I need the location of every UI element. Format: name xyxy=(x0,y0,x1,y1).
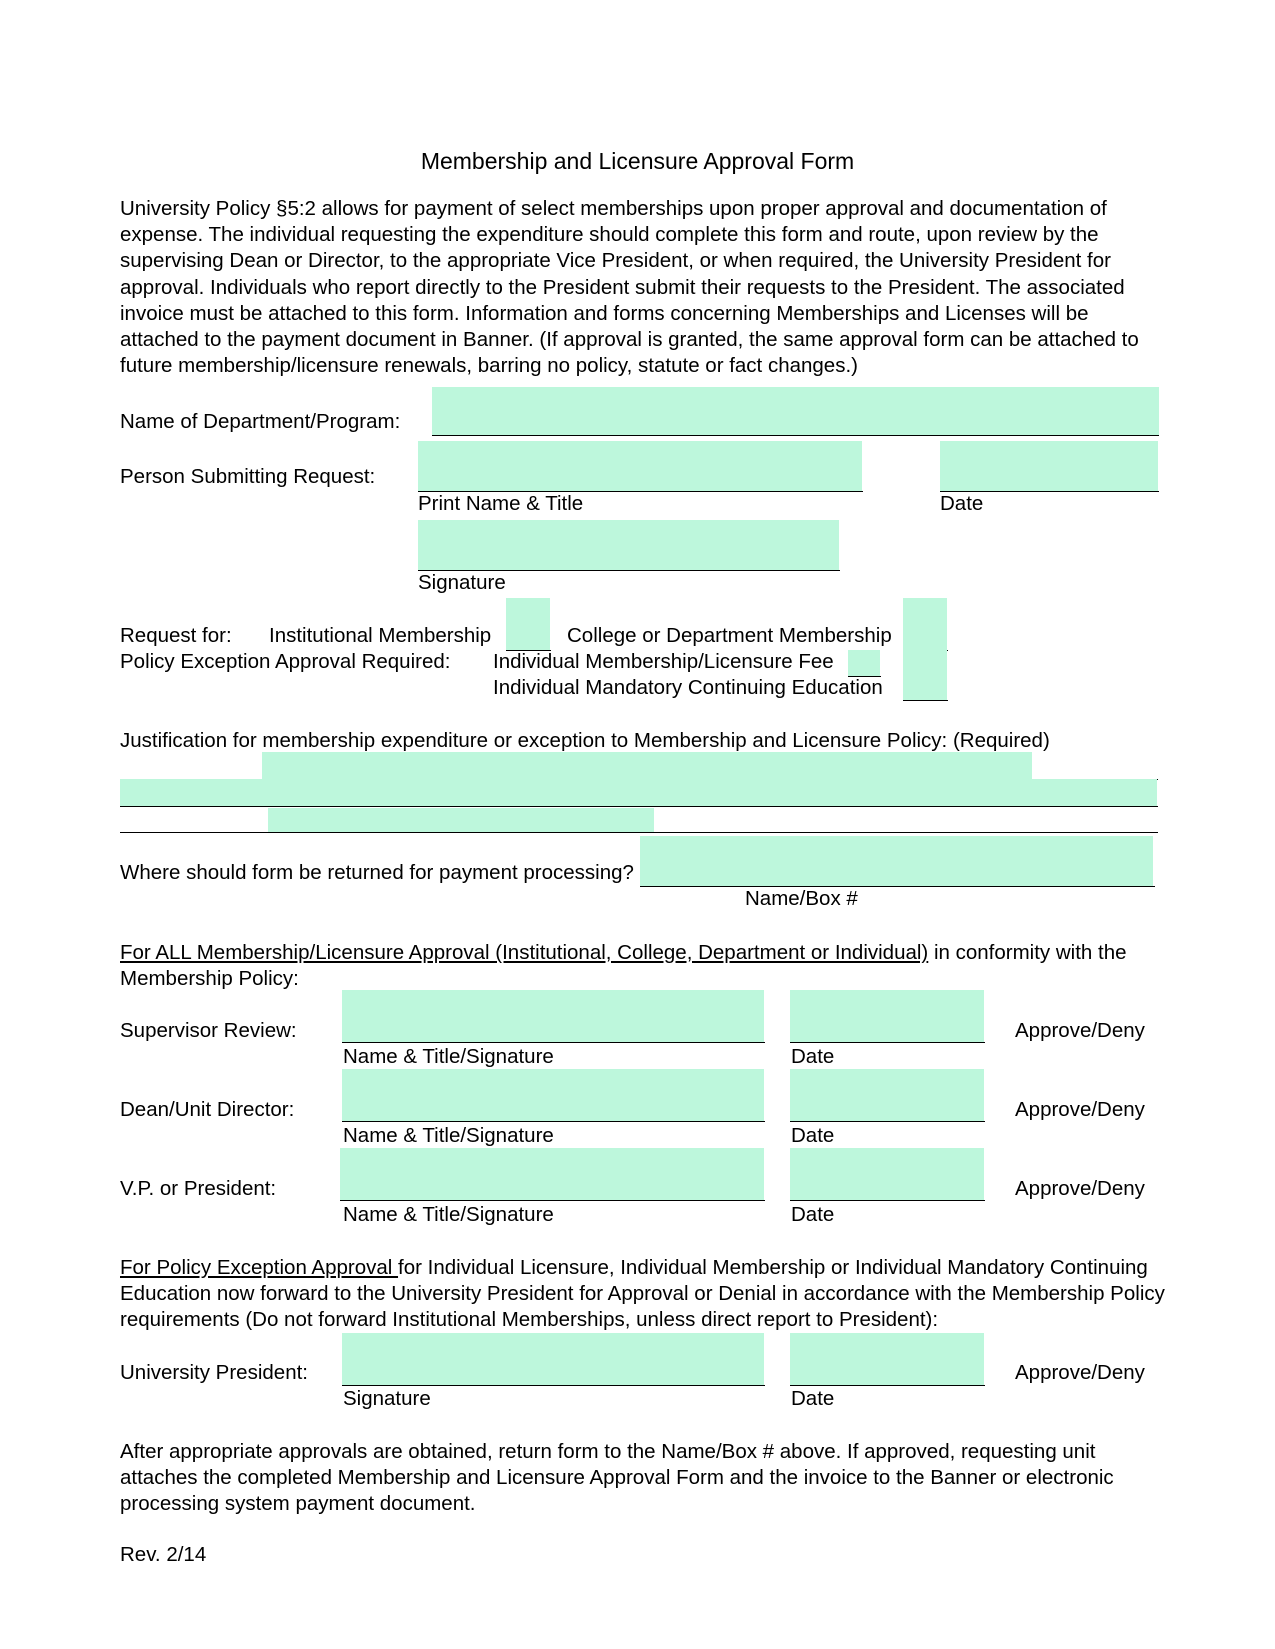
dean-name-title-label: Name & Title/Signature xyxy=(343,1124,554,1147)
supervisor-label: Supervisor Review: xyxy=(120,1019,297,1042)
all-approval-paragraph xyxy=(120,940,1170,992)
dean-label: Dean/Unit Director: xyxy=(120,1098,295,1121)
vp-date-field[interactable] xyxy=(790,1148,984,1200)
person-date-label: Date xyxy=(940,492,984,515)
person-date-field[interactable] xyxy=(940,441,1158,491)
dean-signature-underline xyxy=(342,1121,765,1122)
request-for-label: Request for: xyxy=(120,624,232,647)
justification-line-2 xyxy=(120,806,1158,807)
dean-date-field[interactable] xyxy=(790,1069,984,1121)
department-field[interactable] xyxy=(432,387,1159,435)
person-signature-field[interactable] xyxy=(418,520,839,570)
supervisor-signature-field[interactable] xyxy=(342,990,764,1042)
intro-paragraph: University Policy §5:2 allows for payment of select memberships upon proper approval and documentation of expense. The individual requesting the expenditure should complete this form and route, upon review by the supervising Dean or Director, to the appropriate Vice President, or when required, the University President for approval. Individuals who report directly to the President submit their requests to the President. The associated invoice must be attached to this form. Information and forms concerning Memberships and Licenses will be attached to the payment document in Banner. (If approval is granted, the same approval form can be attached to future membership/licensure renewals, barring no policy, statute or fact changes.) xyxy=(120,197,1139,378)
justification-line-1-field[interactable] xyxy=(262,752,1032,779)
vp-signature-underline xyxy=(340,1200,765,1201)
exception-paragraph xyxy=(120,1255,1170,1334)
print-name-label: Print Name & Title xyxy=(418,492,584,515)
supervisor-signature-underline xyxy=(342,1042,765,1043)
individual-fee-label: Individual Membership/Licensure Fee xyxy=(493,650,834,673)
person-name-field[interactable] xyxy=(418,441,862,491)
dean-approve-deny: Approve/Deny xyxy=(1015,1098,1145,1121)
exception-heading: For Policy Exception Approval xyxy=(120,1256,399,1279)
dean-date-underline xyxy=(790,1121,985,1122)
president-date-underline xyxy=(790,1385,985,1386)
form-title: Membership and Licensure Approval Form xyxy=(420,148,855,174)
supervisor-date-underline xyxy=(790,1042,985,1043)
return-label: Where should form be returned for payment processing? xyxy=(120,861,634,884)
president-approve-deny: Approve/Deny xyxy=(1015,1361,1145,1384)
justification-line-3-field[interactable] xyxy=(268,808,654,832)
supervisor-date-field[interactable] xyxy=(790,990,984,1042)
policy-exception-label: Policy Exception Approval Required: xyxy=(120,650,451,673)
supervisor-approve-deny: Approve/Deny xyxy=(1015,1019,1145,1042)
all-approval-rest: in conformity with the Membership Policy: xyxy=(120,941,1127,991)
individual-ce-label: Individual Mandatory Continuing Education xyxy=(493,676,883,699)
department-label: Name of Department/Program: xyxy=(120,410,401,433)
department-underline xyxy=(432,435,1159,436)
dean-signature-field[interactable] xyxy=(342,1069,764,1121)
after-paragraph: After appropriate approvals are obtained, return form to the Name/Box # above. If approved, requesting unit attaches the completed Membership and Licensure Approval Form and the invoice to the Banner or electronic processing system payment document. xyxy=(120,1440,1114,1516)
individual-ce-underline xyxy=(903,700,948,701)
all-approval-heading: For ALL Membership/Licensure Approval (Institutional, College, Department or Individual) xyxy=(120,941,929,964)
president-date-field[interactable] xyxy=(790,1333,984,1385)
college-dept-membership-checkbox[interactable] xyxy=(903,598,947,650)
justification-line-2-field[interactable] xyxy=(120,779,1157,806)
president-signature-field[interactable] xyxy=(342,1333,764,1385)
individual-ce-checkbox[interactable] xyxy=(903,650,947,700)
revision-label: Rev. 2/14 xyxy=(120,1543,207,1566)
president-date-label: Date xyxy=(791,1387,835,1410)
name-box-label: Name/Box # xyxy=(745,887,858,910)
person-label: Person Submitting Request: xyxy=(120,465,376,488)
vp-date-label: Date xyxy=(791,1203,835,1226)
individual-fee-checkbox[interactable] xyxy=(848,650,880,676)
institutional-membership-label: Institutional Membership xyxy=(269,624,492,647)
vp-label: V.P. or President: xyxy=(120,1177,277,1200)
signature-label: Signature xyxy=(418,571,506,594)
dean-date-label: Date xyxy=(791,1124,835,1147)
justification-label: Justification for membership expenditure or exception to Membership and Licensure Policy: (Required) xyxy=(120,729,1050,752)
vp-signature-field[interactable] xyxy=(340,1148,764,1200)
vp-approve-deny: Approve/Deny xyxy=(1015,1177,1145,1200)
exception-rest: for Individual Licensure, Individual Membership or Individual Mandatory Continuing Education now forward to the University President for Approval or Denial in accordance with the Membership Policy requirements (Do not forward Institutional Memberships, unless direct report to President): xyxy=(120,1256,1165,1332)
supervisor-date-label: Date xyxy=(791,1045,835,1068)
vp-name-title-label: Name & Title/Signature xyxy=(343,1203,554,1226)
president-label: University President: xyxy=(120,1361,308,1384)
vp-date-underline xyxy=(790,1200,985,1201)
president-signature-label: Signature xyxy=(343,1387,431,1410)
supervisor-name-title-label: Name & Title/Signature xyxy=(343,1045,554,1068)
institutional-membership-checkbox[interactable] xyxy=(506,598,550,650)
return-underline xyxy=(640,886,1155,887)
justification-line-3 xyxy=(120,832,1158,833)
president-signature-underline xyxy=(342,1385,765,1386)
return-field[interactable] xyxy=(640,836,1153,886)
college-dept-membership-label: College or Department Membership xyxy=(567,624,892,647)
